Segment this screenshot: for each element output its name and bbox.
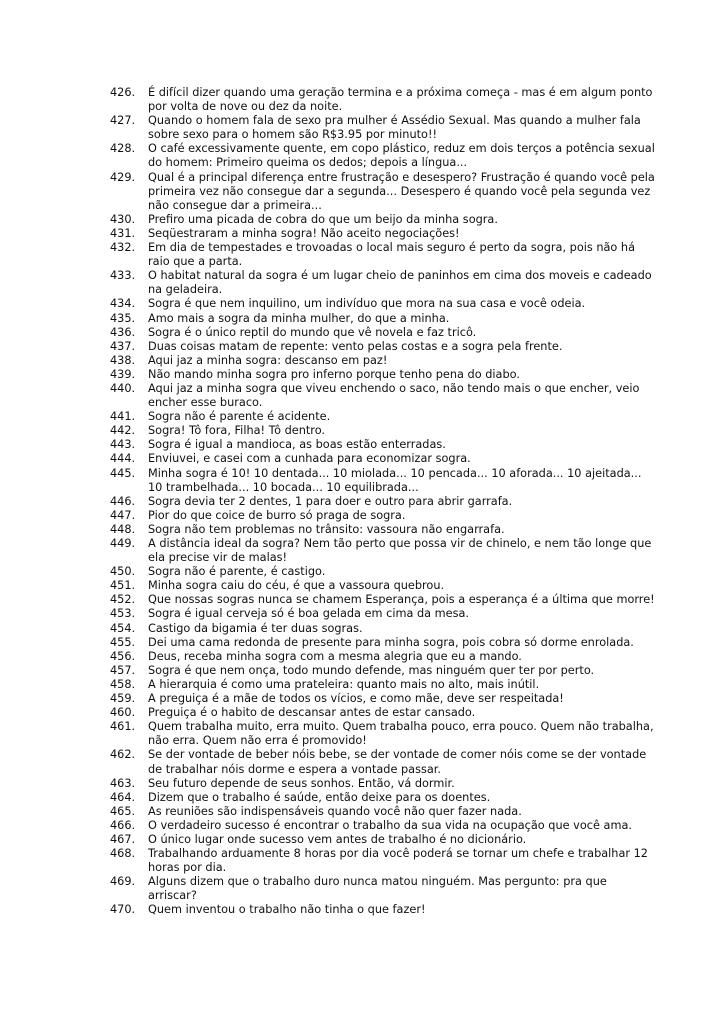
- item-number: 443.: [110, 438, 136, 452]
- list-item: [110, 636, 655, 650]
- item-text: A preguiça é a mãe de todos os vícios, e como mãe, deve ser respeitada!: [148, 692, 564, 706]
- item-text: Seu futuro depende de seus sonhos. Então, vá dormir.: [148, 776, 455, 790]
- item-text: Enviuvei, e casei com a cunhada para economizar sogra.: [148, 452, 471, 466]
- item-number: 435.: [110, 311, 136, 325]
- list-item: [110, 791, 655, 805]
- item-number: 453.: [110, 607, 136, 621]
- item-number: 448.: [110, 522, 136, 536]
- item-text: A distância ideal da sogra? Nem tão perto que possa vir de chinelo, e nem tão longe que ela precise vir de malas!: [148, 537, 652, 565]
- item-text: Que nossas sogras nunca se chamem Esperança, pois a esperança é a última que morre!: [148, 593, 655, 607]
- item-text: O verdadeiro sucesso é encontrar o trabalho da sua vida na ocupação que você ama.: [148, 818, 632, 832]
- item-number: 441.: [110, 410, 136, 424]
- item-text: Sogra é igual a mandioca, as boas estão enterradas.: [148, 438, 446, 452]
- item-number: 429.: [110, 170, 136, 184]
- numbered-joke-list: [110, 86, 655, 918]
- item-number: 458.: [110, 677, 136, 691]
- list-item: [110, 593, 655, 607]
- item-text: Não mando minha sogra pro inferno porque tenho pena do diabo.: [148, 367, 520, 381]
- item-text: Minha sogra caiu do céu, é que a vassoura quebrou.: [148, 579, 445, 593]
- list-item: [110, 833, 655, 847]
- item-number: 428.: [110, 142, 136, 156]
- item-number: 426.: [110, 86, 136, 99]
- item-number: 459.: [110, 692, 136, 706]
- list-item: [110, 847, 655, 875]
- list-item: [110, 213, 655, 227]
- list-item: [110, 607, 655, 621]
- list-item: [110, 227, 655, 241]
- item-text: Sogra não é parente, é castigo.: [148, 565, 326, 579]
- item-text: Sogra é que nem inquilino, um indivíduo que mora na sua casa e você odeia.: [148, 297, 586, 311]
- item-text: Pior do que coice de burro só praga de sogra.: [148, 508, 406, 522]
- list-item: [110, 537, 655, 565]
- item-number: 467.: [110, 832, 136, 846]
- item-text: As reuniões são indispensáveis quando você não quer fazer nada.: [148, 804, 522, 818]
- item-number: 456.: [110, 649, 136, 663]
- item-text: Minha sogra é 10! 10 dentada... 10 miolada... 10 pencada... 10 aforada... 10 ajeitada... 10 trambelhada... 10 bocada... 10 equilibrada...: [148, 466, 642, 494]
- item-text: É difícil dizer quando uma geração termina e a próxima começa - mas é em algum ponto por volta de nove ou dez da noite.: [148, 86, 653, 114]
- list-item: [110, 326, 655, 340]
- item-text: Em dia de tempestades e trovoadas o local mais seguro é perto da sogra, pois não há raio que a parta.: [148, 241, 636, 269]
- item-text: Deus, receba minha sogra com a mesma alegria que eu a mando.: [148, 649, 522, 663]
- item-number: 433.: [110, 269, 136, 283]
- item-number: 436.: [110, 325, 136, 339]
- item-text: Preguiça é o habito de descansar antes de estar cansado.: [148, 706, 476, 720]
- list-item: [110, 622, 655, 636]
- item-number: 470.: [110, 903, 136, 917]
- item-number: 460.: [110, 706, 136, 720]
- list-item: [110, 269, 655, 297]
- item-number: 464.: [110, 790, 136, 804]
- item-number: 437.: [110, 339, 136, 353]
- list-item: [110, 382, 655, 410]
- list-item: [110, 706, 655, 720]
- item-text: A hierarquia é como uma prateleira: quanto mais no alto, mais inútil.: [148, 677, 540, 691]
- list-item: [110, 509, 655, 523]
- list-item: [110, 678, 655, 692]
- item-number: 446.: [110, 494, 136, 508]
- item-number: 468.: [110, 847, 136, 861]
- list-item: [110, 424, 655, 438]
- list-item: [110, 312, 655, 326]
- item-number: 452.: [110, 593, 136, 607]
- list-item: [110, 565, 655, 579]
- item-text: Quem inventou o trabalho não tinha o que fazer!: [148, 903, 426, 917]
- list-item: [110, 452, 655, 466]
- item-text: Seqüestraram a minha sogra! Não aceito negociações!: [148, 226, 460, 240]
- list-item: [110, 86, 655, 114]
- item-number: 440.: [110, 381, 136, 395]
- list-item: [110, 438, 655, 452]
- list-item: [110, 340, 655, 354]
- item-number: 439.: [110, 367, 136, 381]
- list-item: [110, 875, 655, 903]
- list-item: [110, 171, 655, 213]
- item-number: 463.: [110, 776, 136, 790]
- item-text: Alguns dizem que o trabalho duro nunca matou ninguém. Mas pergunto: pra que arriscar?: [148, 875, 607, 903]
- item-text: Sogra é o único reptil do mundo que vê novela e faz tricô.: [148, 325, 477, 339]
- list-item: [110, 903, 655, 917]
- item-text: Sogra devia ter 2 dentes, 1 para doer e outro para abrir garrafa.: [148, 494, 513, 508]
- list-item: [110, 241, 655, 269]
- list-item: [110, 650, 655, 664]
- item-number: 461.: [110, 720, 136, 734]
- item-text: Prefiro uma picada de cobra do que um beijo da minha sogra.: [148, 212, 498, 226]
- item-text: Se der vontade de beber nóis bebe, se der vontade de comer nóis come se der vontade de trabalhar nóis dorme e espera a vontade passar.: [148, 748, 647, 776]
- item-text: Sogra não tem problemas no trânsito: vassoura não engarrafa.: [148, 522, 505, 536]
- item-number: 432.: [110, 241, 136, 255]
- item-number: 451.: [110, 579, 136, 593]
- item-text: Quando o homem fala de sexo pra mulher é Assédio Sexual. Mas quando a mulher fala sobre sexo para o homem são R$3.95 por minuto!!: [148, 114, 641, 142]
- item-number: 454.: [110, 621, 136, 635]
- list-item: [110, 777, 655, 791]
- item-number: 449.: [110, 537, 136, 550]
- list-item: [110, 819, 655, 833]
- list-item: [110, 692, 655, 706]
- item-text: Sogra é igual cerveja só é boa gelada em cima da mesa.: [148, 607, 470, 621]
- list-item: [110, 467, 655, 495]
- item-number: 431.: [110, 226, 136, 240]
- item-text: Sogra! Tô fora, Filha! Tô dentro.: [148, 424, 325, 438]
- list-item: [110, 664, 655, 678]
- list-item: [110, 142, 655, 170]
- item-text: Quem trabalha muito, erra muito. Quem trabalha pouco, erra pouco. Quem não trabalha, não erra. Quem não erra é promovido!: [148, 720, 654, 748]
- list-item: [110, 805, 655, 819]
- list-item: [110, 748, 655, 776]
- item-text: Amo mais a sogra da minha mulher, do que a minha.: [148, 311, 450, 325]
- item-number: 438.: [110, 353, 136, 367]
- item-number: 455.: [110, 635, 136, 649]
- list-item: [110, 495, 655, 509]
- list-item: [110, 410, 655, 424]
- list-item: [110, 368, 655, 382]
- item-text: O único lugar onde sucesso vem antes de trabalho é no dicionário.: [148, 832, 527, 846]
- item-text: Aqui jaz a minha sogra: descanso em paz!: [148, 353, 388, 367]
- item-text: Duas coisas matam de repente: vento pelas costas e a sogra pela frente.: [148, 339, 563, 353]
- item-number: 462.: [110, 748, 136, 762]
- list-item: [110, 579, 655, 593]
- item-text: O café excessivamente quente, em copo plástico, reduz em dois terços a potência sexual do homem: Primeiro queima os dedos; depois a língua...: [148, 142, 655, 170]
- item-text: Castigo da bigamia é ter duas sogras.: [148, 621, 363, 635]
- item-text: Aqui jaz a minha sogra que viveu enchendo o saco, não tendo mais o que encher, veio encher esse buraco.: [148, 381, 640, 410]
- item-number: 427.: [110, 114, 136, 128]
- item-text: Dei uma cama redonda de presente para minha sogra, pois cobra só dorme enrolada.: [148, 635, 634, 649]
- item-number: 445.: [110, 466, 136, 480]
- list-item: [110, 297, 655, 311]
- list-item: [110, 720, 655, 748]
- item-text: Dizem que o trabalho é saúde, então deixe para os doentes.: [148, 790, 491, 804]
- item-number: 465.: [110, 804, 136, 818]
- item-number: 450.: [110, 565, 136, 579]
- item-number: 444.: [110, 452, 136, 466]
- document-page: [110, 86, 655, 918]
- item-number: 430.: [110, 212, 136, 226]
- item-text: Qual é a principal diferença entre frustração e desespero? Frustração é quando você pela primeira vez não consegue dar a segunda... Desespero é quando você pela segunda vez não consegue dar a primeira...: [148, 170, 655, 212]
- item-number: 466.: [110, 818, 136, 832]
- item-number: 442.: [110, 424, 136, 438]
- list-item: [110, 114, 655, 142]
- item-text: Sogra é que nem onça, todo mundo defende, mas ninguém quer ter por perto.: [148, 663, 595, 677]
- list-item: [110, 354, 655, 368]
- item-number: 457.: [110, 663, 136, 677]
- item-number: 469.: [110, 875, 136, 889]
- item-number: 447.: [110, 508, 136, 522]
- list-item: [110, 523, 655, 537]
- item-text: Trabalhando arduamente 8 horas por dia você poderá se tornar um chefe e trabalhar 12 horas por dia.: [148, 847, 648, 875]
- item-text: O habitat natural da sogra é um lugar cheio de paninhos em cima dos moveis e cadeado na geladeira.: [148, 269, 652, 297]
- item-text: Sogra não é parente é acidente.: [148, 410, 331, 424]
- item-number: 434.: [110, 297, 136, 311]
